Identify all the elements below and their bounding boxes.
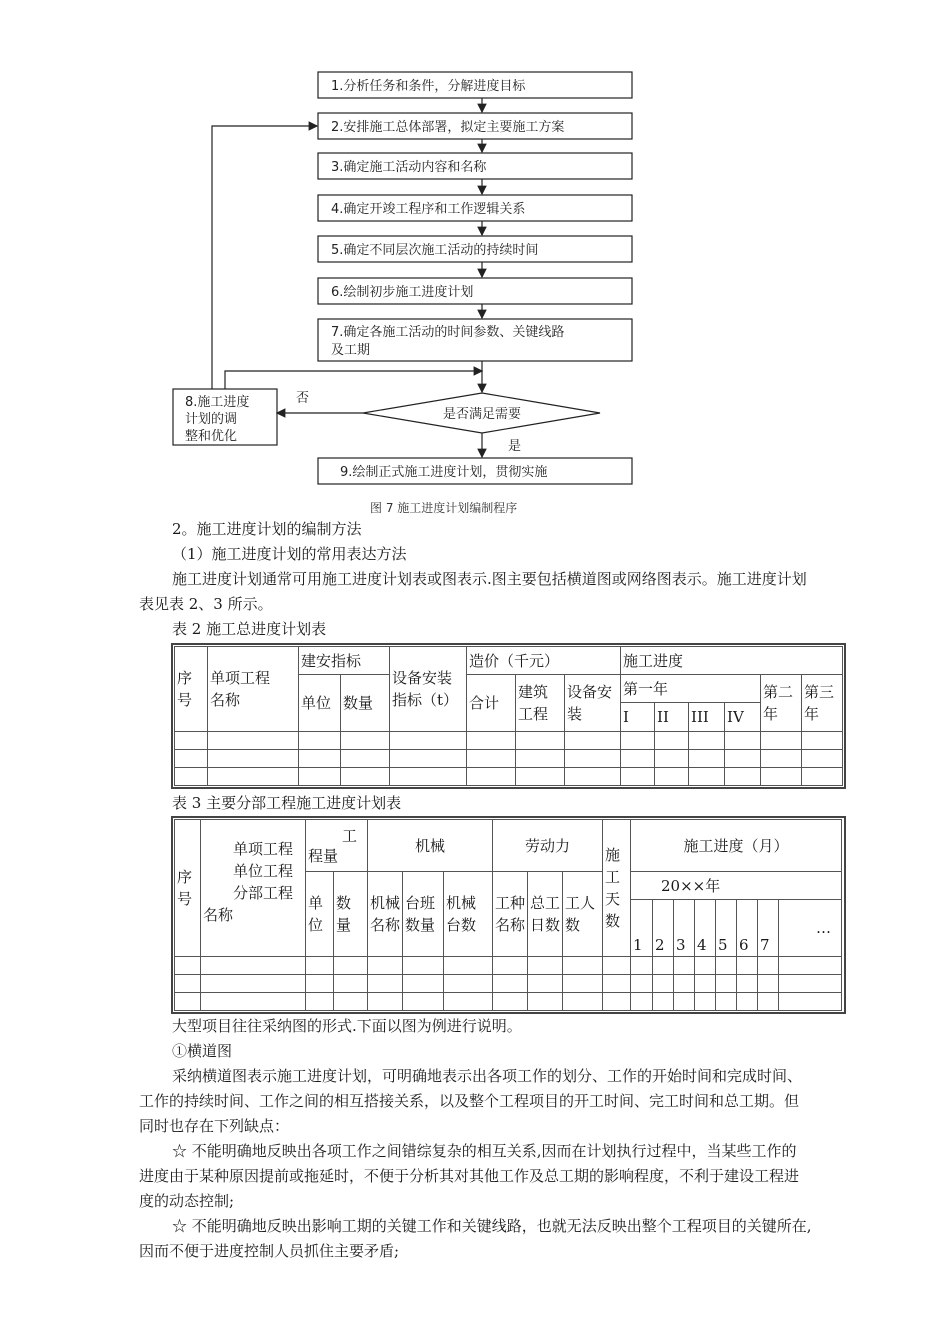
t3-month-3: 3 [674,900,695,956]
t3-cdays: 施 工 天 数 [603,820,631,957]
bullet-1-line: 度的动态控制; [139,1192,235,1210]
t3-ellipsis: … [779,900,842,956]
bullet-2-line: ☆ 不能明确地反映出影响工期的关键工作和关键线路，也就无法反映出整个工程项目的关键所在, [172,1217,812,1235]
bar-chart-heading: ①横道图 [172,1042,233,1060]
table-row [175,956,842,974]
t3-workers: 工人 数 [563,872,603,956]
table-row [175,749,843,767]
t3-mname: 机械 名称 [368,872,403,956]
table3 [174,819,842,1011]
subheading-1: （1）施工进度计划的常用表达方法 [172,545,407,563]
t3-month-7: 7 [758,900,779,956]
t3-unit: 单 位 [306,872,334,956]
t3-item: 单项工程 单位工程 分部工程 名称 [201,820,306,957]
t2-item: 单项工程 名称 [208,647,299,732]
t2-progress: 施工进度 [621,647,843,675]
t2-q2: II [655,703,689,731]
t3-labor: 劳动力 [493,820,603,872]
after-table-text: 大型项目往往采纳图的形式.下面以图为例进行说明。 [172,1017,522,1035]
t3-gcl: 工 程量 [306,820,368,872]
t2-jianan: 建安指标 [299,647,390,675]
t2-seq: 序号 [175,647,208,732]
t2-year2: 第二 年 [761,675,802,731]
table-row [175,974,842,992]
t3-shift: 台班 数量 [403,872,444,956]
flow-no-label: 否 [296,391,310,406]
t2-qty: 数量 [341,675,390,731]
t3-progress: 施工进度（月） [631,820,842,872]
flow-step-3-text: 3.确定施工活动内容和名称 [331,160,487,175]
flow-decision-text: 是否满足需要 [442,407,522,422]
bullet-1-line: 进度由于某种原因提前或拖延时，不便于分析其对其他工作及总工期的影响程度，不利于建设工程进 [139,1167,800,1185]
intro-line-1: 施工进度计划通常可用施工进度计划表或图表示.图主要包括横道图或网络图表示。施工进度计划 [172,570,807,588]
t3-days: 总工 日数 [528,872,563,956]
flow-step-6-text: 6.绘制初步施工进度计划 [331,285,474,300]
t3-month-5: 5 [716,900,737,956]
flow-adjust-text-1: 8.施工进度 [185,395,250,410]
t2-unit: 单位 [299,675,341,731]
table2 [174,646,843,786]
flow-step-7-text-line2: 及工期 [331,343,371,358]
table-row [175,767,843,785]
t3-qty: 数量 [334,872,368,956]
flow-adjust-text-2: 计划的调 [185,412,238,427]
flow-step-5-text: 5.确定不同层次施工活动的持续时间 [331,243,539,258]
flow-yes-label: 是 [508,439,522,454]
t2-build: 建筑 工程 [516,675,565,731]
flow-step-9-text: 9.绘制正式施工进度计划，贯彻实施 [340,465,548,480]
flow-adjust-text-3: 整和优化 [185,429,238,444]
flow-step-2-text: 2.安排施工总体部署，拟定主要施工方案 [331,120,565,135]
t2-q1: I [621,703,655,731]
flow-step-4-text: 4.确定开竣工程序和工作逻辑关系 [331,202,526,217]
paragraph-line: 同时也存在下列缺点： [139,1117,290,1135]
t2-year1: 第一年 [621,675,761,703]
intro-line-2: 表见表 2、3 所示。 [139,595,273,613]
flowchart [0,0,950,520]
t3-year: 20××年 [631,872,842,900]
figure-caption: 图 7 施工进度计划编制程序 [370,501,518,515]
t2-equip: 设备安装 指标（t） [390,647,467,732]
table-row [175,992,842,1010]
t2-q4: IV [725,703,761,731]
flow-step-7-text: 7.确定各施工活动的时间参数、关键线路 [331,325,565,340]
paragraph-line: 工作的持续时间、工作之间的相互搭接关系，以及整个工程项目的开工时间、完工时间和总工期。但 [139,1092,800,1110]
paragraph-line: 采纳横道图表示施工进度计划，可明确地表示出各项工作的划分、工作的开始时间和完成时间、 [172,1067,803,1085]
t3-mach: 机械 [368,820,493,872]
table2-title: 表 2 施工总进度计划表 [172,620,327,638]
table3-title: 表 3 主要分部工程施工进度计划表 [172,794,402,812]
section-heading: 2。施工进度计划的编制方法 [172,520,362,538]
t3-trade: 工种 名称 [493,872,528,956]
bullet-1-line: ☆ 不能明确地反映出各项工作之间错综复杂的相互关系,因而在计划执行过程中，当某些工作的 [172,1142,797,1160]
bullet-2-line: 因而不便于进度控制人员抓住主要矛盾; [139,1242,400,1260]
t3-month-2: 2 [653,900,674,956]
t3-mcount: 机械 台数 [444,872,493,956]
table-row [175,731,843,749]
t2-year3: 第三 年 [802,675,843,731]
t2-total: 合计 [467,675,516,731]
t3-month-1: 1 [631,900,653,956]
t3-seq: 序 号 [175,820,201,957]
t3-month-4: 4 [695,900,716,956]
flow-step-1-text: 1.分析任务和条件，分解进度目标 [331,79,526,94]
t3-month-6: 6 [737,900,758,956]
t2-q3: III [689,703,725,731]
t2-cost: 造价（千元） [467,647,621,675]
t2-einst: 设备安 装 [565,675,621,731]
